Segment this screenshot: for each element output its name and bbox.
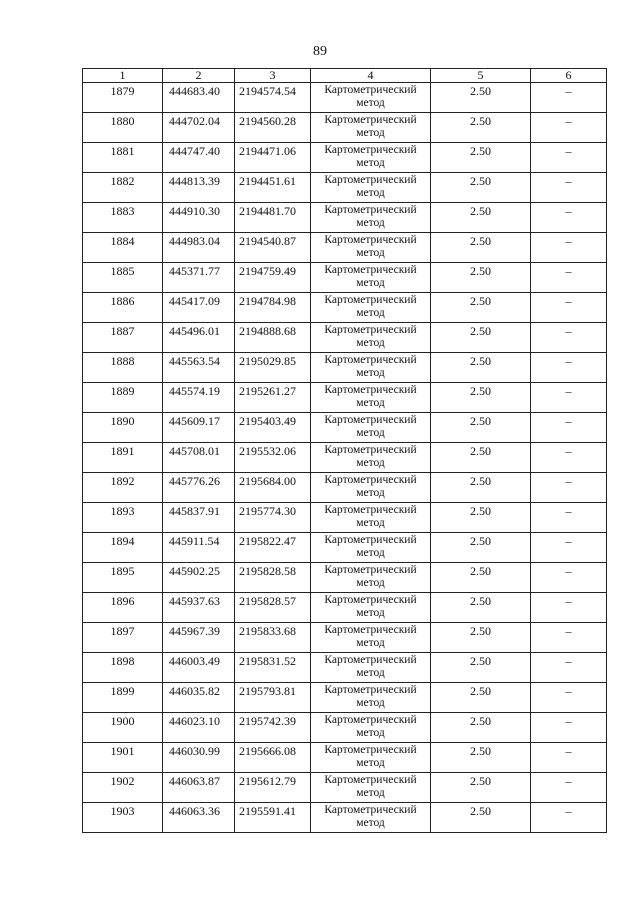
y-coordinate-cell: 2195828.57 [235,593,311,623]
note-cell: – [531,713,607,743]
point-number-cell: 1883 [83,203,163,233]
note-cell: – [531,293,607,323]
table-row [83,383,607,413]
point-number-cell: 1897 [83,623,163,653]
accuracy-cell: 2.50 [431,743,531,773]
x-coordinate-cell: 445708.01 [163,443,235,473]
method-cell: Картометрический метод [311,473,431,503]
x-coordinate-cell: 445609.17 [163,413,235,443]
accuracy-cell: 2.50 [431,533,531,563]
note-cell: – [531,683,607,713]
point-number-cell: 1903 [83,803,163,833]
table-row [83,623,607,653]
x-coordinate-cell: 446023.10 [163,713,235,743]
accuracy-cell: 2.50 [431,623,531,653]
note-cell: – [531,443,607,473]
table-row [83,293,607,323]
table-row [83,233,607,263]
note-cell: – [531,383,607,413]
method-cell: Картометрический метод [311,713,431,743]
y-coordinate-cell: 2195822.47 [235,533,311,563]
x-coordinate-cell: 445417.09 [163,293,235,323]
accuracy-cell: 2.50 [431,383,531,413]
point-number-cell: 1884 [83,233,163,263]
method-cell: Картометрический метод [311,83,431,113]
table-row [83,323,607,353]
table-row [83,683,607,713]
point-number-cell: 1889 [83,383,163,413]
method-cell: Картометрический метод [311,143,431,173]
table-row [83,473,607,503]
note-cell: – [531,773,607,803]
accuracy-cell: 2.50 [431,233,531,263]
point-number-cell: 1899 [83,683,163,713]
accuracy-cell: 2.50 [431,473,531,503]
x-coordinate-cell: 445911.54 [163,533,235,563]
x-coordinate-cell: 445574.19 [163,383,235,413]
y-coordinate-cell: 2195403.49 [235,413,311,443]
note-cell: – [531,143,607,173]
table-row [83,593,607,623]
point-number-cell: 1902 [83,773,163,803]
point-number-cell: 1893 [83,503,163,533]
point-number-cell: 1900 [83,713,163,743]
y-coordinate-cell: 2194759.49 [235,263,311,293]
accuracy-cell: 2.50 [431,203,531,233]
note-cell: – [531,173,607,203]
y-coordinate-cell: 2194471.06 [235,143,311,173]
table-row [83,173,607,203]
y-coordinate-cell: 2195774.30 [235,503,311,533]
note-cell: – [531,533,607,563]
point-number-cell: 1901 [83,743,163,773]
method-cell: Картометрический метод [311,383,431,413]
point-number-cell: 1892 [83,473,163,503]
table-row [83,563,607,593]
note-cell: – [531,623,607,653]
x-coordinate-cell: 444983.04 [163,233,235,263]
x-coordinate-cell: 446003.49 [163,653,235,683]
column-header: 5 [431,69,531,83]
y-coordinate-cell: 2194451.61 [235,173,311,203]
point-number-cell: 1894 [83,533,163,563]
note-cell: – [531,473,607,503]
point-number-cell: 1890 [83,413,163,443]
y-coordinate-cell: 2194481.70 [235,203,311,233]
point-number-cell: 1887 [83,323,163,353]
table-row [83,803,607,833]
method-cell: Картометрический метод [311,203,431,233]
accuracy-cell: 2.50 [431,503,531,533]
method-cell: Картометрический метод [311,503,431,533]
method-cell: Картометрический метод [311,803,431,833]
method-cell: Картометрический метод [311,623,431,653]
table-row [83,533,607,563]
table-row [83,503,607,533]
y-coordinate-cell: 2194560.28 [235,113,311,143]
note-cell: – [531,803,607,833]
point-number-cell: 1885 [83,263,163,293]
method-cell: Картометрический метод [311,173,431,203]
point-number-cell: 1898 [83,653,163,683]
note-cell: – [531,743,607,773]
point-number-cell: 1879 [83,83,163,113]
method-cell: Картометрический метод [311,353,431,383]
table-row [83,203,607,233]
accuracy-cell: 2.50 [431,803,531,833]
accuracy-cell: 2.50 [431,263,531,293]
table-row [83,83,607,113]
table-row [83,773,607,803]
accuracy-cell: 2.50 [431,113,531,143]
y-coordinate-cell: 2194574.54 [235,83,311,113]
point-number-cell: 1891 [83,443,163,473]
table-row [83,713,607,743]
y-coordinate-cell: 2194540.87 [235,233,311,263]
note-cell: – [531,323,607,353]
table-row [83,413,607,443]
x-coordinate-cell: 445837.91 [163,503,235,533]
accuracy-cell: 2.50 [431,83,531,113]
x-coordinate-cell: 445937.63 [163,593,235,623]
method-cell: Картометрический метод [311,443,431,473]
method-cell: Картометрический метод [311,743,431,773]
method-cell: Картометрический метод [311,593,431,623]
y-coordinate-cell: 2195029.85 [235,353,311,383]
table-body [83,83,607,833]
point-number-cell: 1880 [83,113,163,143]
point-number-cell: 1895 [83,563,163,593]
accuracy-cell: 2.50 [431,413,531,443]
point-number-cell: 1896 [83,593,163,623]
y-coordinate-cell: 2195666.08 [235,743,311,773]
x-coordinate-cell: 445902.25 [163,563,235,593]
x-coordinate-cell: 444747.40 [163,143,235,173]
accuracy-cell: 2.50 [431,563,531,593]
table-row [83,653,607,683]
accuracy-cell: 2.50 [431,683,531,713]
accuracy-cell: 2.50 [431,323,531,353]
method-cell: Картометрический метод [311,263,431,293]
note-cell: – [531,413,607,443]
table-row [83,143,607,173]
note-cell: – [531,113,607,143]
method-cell: Картометрический метод [311,683,431,713]
note-cell: – [531,233,607,263]
accuracy-cell: 2.50 [431,593,531,623]
x-coordinate-cell: 446030.99 [163,743,235,773]
method-cell: Картометрический метод [311,773,431,803]
note-cell: – [531,83,607,113]
table-header [83,69,607,83]
note-cell: – [531,353,607,383]
y-coordinate-cell: 2195833.68 [235,623,311,653]
method-cell: Картометрический метод [311,293,431,323]
x-coordinate-cell: 446063.36 [163,803,235,833]
table-row [83,263,607,293]
table-row [83,113,607,143]
y-coordinate-cell: 2195684.00 [235,473,311,503]
y-coordinate-cell: 2195742.39 [235,713,311,743]
point-number-cell: 1881 [83,143,163,173]
table-row [83,353,607,383]
x-coordinate-cell: 445563.54 [163,353,235,383]
point-number-cell: 1882 [83,173,163,203]
x-coordinate-cell: 446035.82 [163,683,235,713]
x-coordinate-cell: 445496.01 [163,323,235,353]
y-coordinate-cell: 2195591.41 [235,803,311,833]
method-cell: Картометрический метод [311,323,431,353]
note-cell: – [531,203,607,233]
x-coordinate-cell: 445776.26 [163,473,235,503]
note-cell: – [531,503,607,533]
table-row [83,443,607,473]
note-cell: – [531,263,607,293]
y-coordinate-cell: 2195612.79 [235,773,311,803]
x-coordinate-cell: 444813.39 [163,173,235,203]
x-coordinate-cell: 444683.40 [163,83,235,113]
point-number-cell: 1886 [83,293,163,323]
page-number: 89 [313,44,327,59]
y-coordinate-cell: 2195793.81 [235,683,311,713]
column-header: 1 [83,69,163,83]
accuracy-cell: 2.50 [431,173,531,203]
note-cell: – [531,653,607,683]
method-cell: Картометрический метод [311,233,431,263]
column-header: 3 [235,69,311,83]
y-coordinate-cell: 2195261.27 [235,383,311,413]
x-coordinate-cell: 446063.87 [163,773,235,803]
header-row [83,69,607,83]
accuracy-cell: 2.50 [431,653,531,683]
column-header: 6 [531,69,607,83]
accuracy-cell: 2.50 [431,713,531,743]
x-coordinate-cell: 444910.30 [163,203,235,233]
accuracy-cell: 2.50 [431,773,531,803]
x-coordinate-cell: 445967.39 [163,623,235,653]
y-coordinate-cell: 2195831.52 [235,653,311,683]
method-cell: Картометрический метод [311,563,431,593]
point-number-cell: 1888 [83,353,163,383]
column-header: 2 [163,69,235,83]
y-coordinate-cell: 2195532.06 [235,443,311,473]
note-cell: – [531,593,607,623]
column-header: 4 [311,69,431,83]
table-row [83,743,607,773]
x-coordinate-cell: 444702.04 [163,113,235,143]
note-cell: – [531,563,607,593]
coordinates-table [82,68,607,833]
y-coordinate-cell: 2194784.98 [235,293,311,323]
accuracy-cell: 2.50 [431,293,531,323]
x-coordinate-cell: 445371.77 [163,263,235,293]
y-coordinate-cell: 2195828.58 [235,563,311,593]
accuracy-cell: 2.50 [431,443,531,473]
method-cell: Картометрический метод [311,113,431,143]
method-cell: Картометрический метод [311,653,431,683]
method-cell: Картометрический метод [311,413,431,443]
accuracy-cell: 2.50 [431,143,531,173]
accuracy-cell: 2.50 [431,353,531,383]
y-coordinate-cell: 2194888.68 [235,323,311,353]
method-cell: Картометрический метод [311,533,431,563]
